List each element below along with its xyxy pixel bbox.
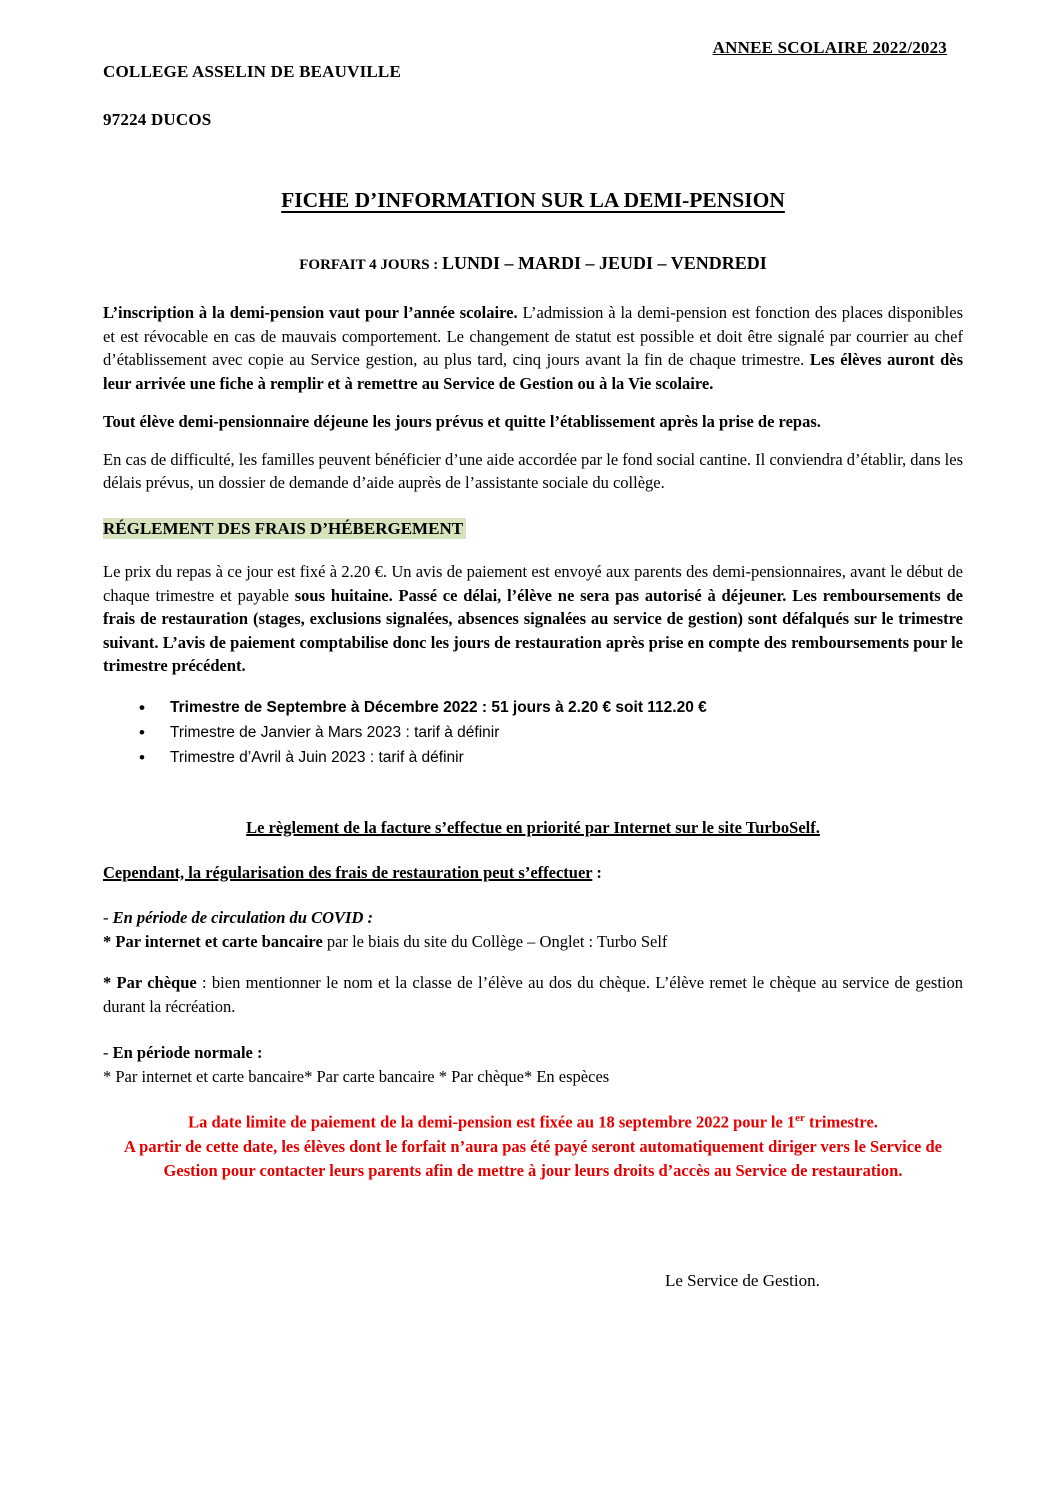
forfait-prefix: FORFAIT 4 JOURS : (299, 257, 443, 273)
paragraph-aide-sociale: En cas de difficulté, les familles peuvent bénéficier d’une aide accordée par le fond social cantine. Il conviendra d’établir, dans les délais prévus, un dossier de demande d’aide auprès de l’assistante sociale du collège. (103, 449, 963, 492)
paragraph-prix-repas (103, 560, 963, 678)
deadline-line2: A partir de cette date, les élèves dont le forfait n’aura pas été payé seront automatiquement diriger vers le Service de Gestion pour contacter leurs parents afin de mettre à jour leurs droits d’accès au Service de restauration. (124, 1136, 942, 1180)
normal-heading-text: En période normale : (112, 1043, 263, 1062)
document-header (103, 36, 963, 156)
covid-period-heading (103, 906, 963, 930)
cependant-underlined: Cependant, la régularisation des frais de restauration peut s’effectuer (103, 862, 593, 882)
p4-bold: sous huitaine. Passé ce délai, l’élève ne sera pas autorisé à déjeuner. Les remboursements de frais de restauration (stages, exclusions signalées, absences signalées au service de gestion) sont défalqués sur le trimestre suivant. L’avis de paiement comptabilise donc les jours de restauration après prise en compte des remboursements pour le trimestre précédent. (103, 585, 963, 675)
cependant-line (103, 861, 963, 885)
deadline-line1-sup: er (795, 1112, 805, 1124)
covid-internet-line (103, 930, 963, 954)
deadline-notice (103, 1106, 963, 1183)
school-city: 97224 DUCOS (103, 110, 212, 129)
covid-internet-bold: * Par internet et carte bancaire (103, 931, 323, 951)
school-address-block (103, 36, 401, 156)
list-item-trimestre-1: • Trimestre de Septembre à Décembre 2022 : 51 jours à 2.20 € soit 112.20 € (139, 695, 963, 720)
p1-bold-end: Les élèves auront dès leur arrivée une fiche à remplir et à remettre au Service de Gestion ou à la Vie scolaire. (103, 350, 963, 393)
normal-period-heading (103, 1041, 963, 1065)
p1-regular: L’admission à la demi-pension est fonction des places disponibles et est révocable en cas de mauvais comportement. Le changement de statut est possible et doit être signalé par courrier au chef d’établissement avec copie au Service gestion, au plus tard, cinq jours avant la fin de chaque trimestre. (103, 303, 963, 369)
covid-period-block (103, 906, 963, 953)
school-year: ANNEE SCOLAIRE 2022/2023 (712, 38, 947, 57)
cependant-suffix: : (592, 862, 602, 882)
school-name: COLLEGE ASSELIN DE BEAUVILLE (103, 62, 402, 81)
covid-internet-rest: par le biais du site du Collège – Onglet : Turbo Self (322, 931, 668, 951)
covid-dash: - (103, 908, 113, 927)
cheque-rest: : bien mentionner le nom et la classe de l’élève au dos du chèque. L’élève remet le chèque au service de gestion durant la récréation. (103, 973, 963, 1016)
forfait-line (103, 251, 963, 277)
turboself-notice-text: Le règlement de la facture s’effectue en priorité par Internet sur le site TurboSelf. (246, 817, 820, 837)
turboself-notice (103, 816, 963, 840)
covid-cheque-line (103, 971, 963, 1018)
list-item-trimestre-2: • Trimestre de Janvier à Mars 2023 : tarif à définir (139, 720, 963, 745)
paragraph-inscription (103, 301, 963, 395)
document-title: FICHE D’INFORMATION SUR LA DEMI-PENSION (281, 188, 785, 212)
paragraph-dejeune: Tout élève demi-pensionnaire déjeune les jours prévus et quitte l’établissement après la prise de repas. (103, 412, 821, 431)
tariff-list (103, 695, 963, 770)
forfait-days: LUNDI – MARDI – JEUDI – VENDREDI (442, 253, 767, 273)
deadline-line1-prefix: La date limite de paiement de la demi-pension est fixée au 18 septembre 2022 pour le 1 (188, 1112, 796, 1132)
cheque-bold: * Par chèque (103, 973, 197, 992)
p4-regular: Le prix du repas à ce jour est fixé à 2.20 €. Un avis de paiement est envoyé aux parents des demi-pensionnaires, avant le début de chaque trimestre et payable (103, 562, 963, 605)
normal-period-block (103, 1041, 963, 1088)
list-item-trimestre-3: • Trimestre d’Avril à Juin 2023 : tarif à définir (139, 745, 963, 770)
deadline-line1-suffix: trimestre. (804, 1112, 878, 1132)
covid-heading-text: En période de circulation du COVID : (112, 908, 373, 927)
signature: Le Service de Gestion. (665, 1270, 820, 1290)
normal-dash: - (103, 1043, 113, 1062)
section-heading-reglement (103, 517, 963, 541)
reglement-heading-text: RÉGLEMENT DES FRAIS D’HÉBERGEMENT (103, 518, 466, 539)
p1-bold-start: L’inscription à la demi-pension vaut pour l’année scolaire. (103, 303, 518, 322)
normal-options-line: * Par internet et carte bancaire* Par carte bancaire * Par chèque* En espèces (103, 1066, 610, 1086)
